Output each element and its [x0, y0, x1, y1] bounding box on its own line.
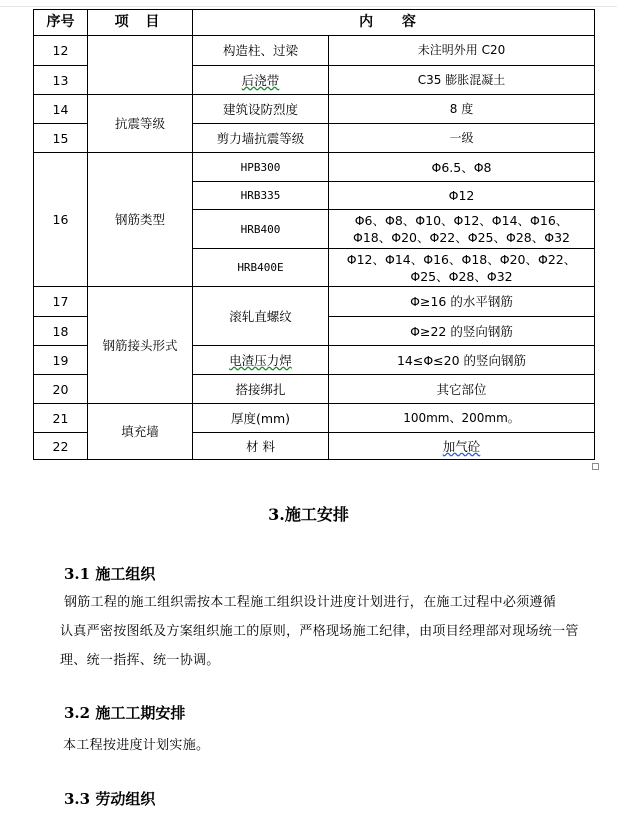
cell-value: 一级: [329, 124, 595, 153]
cell-seq: 12: [34, 36, 88, 66]
table-row: [34, 287, 595, 317]
paragraph: [63, 731, 593, 760]
cell-value: 其它部位: [329, 375, 595, 404]
cell-group: 抗震等级: [88, 95, 193, 153]
page-top-border: [0, 0, 617, 7]
cell-seq: 19: [34, 346, 88, 375]
cell-value-line: Φ6、Φ8、Φ10、Φ12、Φ14、Φ16、: [354, 213, 569, 228]
cell-value: Φ≥22 的竖向钢筋: [329, 317, 595, 346]
header-seq: 序号: [34, 10, 88, 36]
cell-sub: 滚轧直螺纹: [193, 287, 329, 346]
cell-seq: 14: [34, 95, 88, 124]
cell-value: [329, 433, 595, 460]
subsection-heading: 3.2 施工工期安排: [64, 704, 186, 722]
cell-value: 8 度: [329, 95, 595, 124]
cell-sub-text: 后浇带: [241, 72, 280, 88]
paragraph: [60, 588, 590, 675]
section-title: 3.施工安排: [268, 505, 349, 524]
subsection-heading: 3.3 劳动组织: [64, 790, 156, 808]
cell-sub: 材 料: [193, 433, 329, 460]
cell-sub: 搭接绑扎: [193, 375, 329, 404]
cell-value-line: Φ18、Φ20、Φ22、Φ25、Φ28、Φ32: [353, 230, 570, 245]
cell-value: C35 膨胀混凝土: [329, 66, 595, 95]
cell-sub: HRB400: [193, 210, 329, 249]
cell-group: 填充墙: [88, 404, 193, 460]
cell-value: Φ12: [329, 182, 595, 210]
cell-value-text: 加气砼: [442, 438, 481, 454]
paragraph-line: 本工程按进度计划实施。: [63, 738, 210, 753]
cell-value-line: Φ25、Φ28、Φ32: [410, 268, 513, 284]
cell-value: 100mm、200mm。: [329, 404, 595, 433]
spec-table: [33, 9, 595, 460]
cell-value: Φ6.5、Φ8: [329, 153, 595, 182]
cell-seq: 18: [34, 317, 88, 346]
table-row: [34, 95, 595, 124]
subsection-heading: 3.1 施工组织: [64, 565, 156, 583]
cell-value: Φ≥16 的水平钢筋: [329, 287, 595, 317]
cell-group: 钢筋接头形式: [88, 287, 193, 404]
cell-sub: [193, 346, 329, 375]
cell-seq: 21: [34, 404, 88, 433]
header-content: 内 容: [193, 10, 595, 36]
table-resize-handle[interactable]: [592, 463, 599, 470]
table-row: [34, 404, 595, 433]
paragraph-line: 理、统一指挥、统一协调。: [60, 653, 220, 668]
cell-group: 钢筋类型: [88, 153, 193, 287]
paragraph-line: 认真严密按图纸及方案组织施工的原则，严格现场施工纪律，由项目经理部对现场统一管: [60, 624, 579, 639]
cell-group: [88, 36, 193, 95]
cell-seq: 16: [34, 153, 88, 287]
cell-sub: 厚度(mm): [193, 404, 329, 433]
cell-value: [329, 210, 595, 249]
cell-sub: [193, 66, 329, 95]
cell-sub: 构造柱、过梁: [193, 36, 329, 66]
cell-value: 未注明外用 C20: [329, 36, 595, 66]
cell-seq: 15: [34, 124, 88, 153]
cell-sub-text: 电渣压力焊: [229, 352, 292, 368]
cell-seq: 22: [34, 433, 88, 460]
paragraph-line: 钢筋工程的施工组织需按本工程施工组织设计进度计划进行，在施工过程中必须遵循: [64, 595, 557, 610]
cell-sub: 建筑设防烈度: [193, 95, 329, 124]
cell-sub: HPB300: [193, 153, 329, 182]
cell-value-line: Φ12、Φ14、Φ16、Φ18、Φ20、Φ22、: [346, 251, 577, 267]
table-row: [34, 36, 595, 66]
cell-value: 14≤Φ≤20 的竖向钢筋: [329, 346, 595, 375]
cell-seq: 17: [34, 287, 88, 317]
cell-sub: HRB400E: [193, 249, 329, 287]
cell-sub: HRB335: [193, 182, 329, 210]
cell-seq: 13: [34, 66, 88, 95]
table-header-row: [34, 10, 595, 36]
cell-sub: 剪力墙抗震等级: [193, 124, 329, 153]
cell-value: [329, 249, 595, 287]
cell-seq: 20: [34, 375, 88, 404]
header-item: 项 目: [88, 10, 193, 36]
table-row: [34, 153, 595, 182]
